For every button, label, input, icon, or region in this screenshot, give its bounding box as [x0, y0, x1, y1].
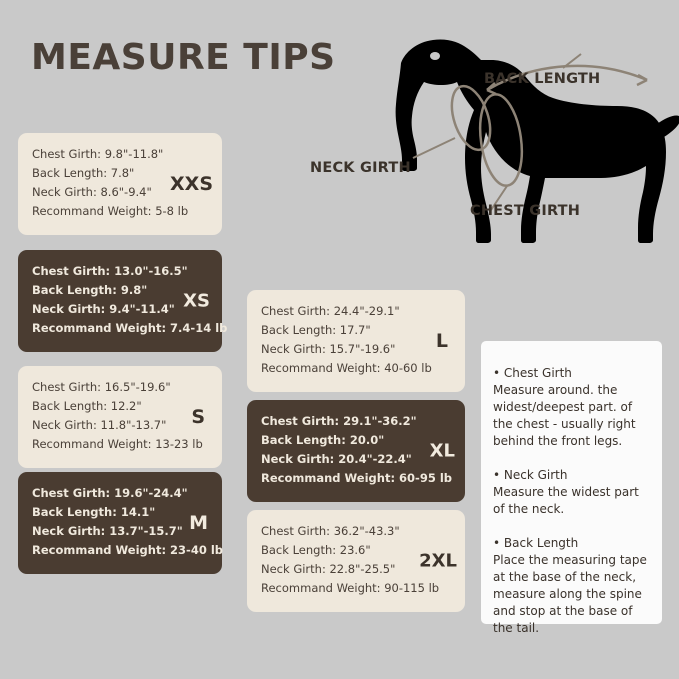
size-badge: 2XL	[419, 550, 457, 572]
note-body: Measure the widest part of the neck.	[493, 485, 639, 516]
spec-chest-girth: Chest Girth: 29.1"-36.2"	[261, 414, 417, 428]
spec-chest-girth: Chest Girth: 19.6"-24.4"	[32, 486, 188, 500]
size-badge: XS	[183, 290, 210, 312]
spec-back-length: Back Length: 20.0"	[261, 433, 385, 447]
size-card-lines	[32, 378, 203, 454]
spec-recommend-weight: Recommand Weight: 23-40 lb	[32, 543, 224, 557]
size-card-lines	[32, 484, 224, 560]
spec-back-length: Back Length: 23.6"	[261, 543, 371, 557]
chest-girth-loop	[475, 92, 527, 189]
spec-neck-girth: Neck Girth: 22.8"-25.5"	[261, 562, 396, 576]
note-back-length	[493, 535, 648, 637]
size-badge: S	[191, 406, 205, 428]
spec-recommend-weight: Recommand Weight: 40-60 lb	[261, 361, 432, 375]
size-card-m	[18, 472, 222, 574]
spec-chest-girth: Chest Girth: 36.2"-43.3"	[261, 524, 400, 538]
spec-chest-girth: Chest Girth: 24.4"-29.1"	[261, 304, 400, 318]
spec-back-length: Back Length: 12.2"	[32, 399, 142, 413]
spec-neck-girth: Neck Girth: 20.4"-22.4"	[261, 452, 412, 466]
spec-chest-girth: Chest Girth: 13.0"-16.5"	[32, 264, 188, 278]
note-body: Measure around. the widest/deepest part. of the chest - usually right behind the front legs.	[493, 383, 636, 448]
note-neck-girth	[493, 467, 648, 518]
spec-recommend-weight: Recommand Weight: 7.4-14 lb	[32, 321, 228, 335]
note-chest-girth	[493, 365, 648, 450]
spec-back-length: Back Length: 14.1"	[32, 505, 156, 519]
spec-neck-girth: Neck Girth: 9.4"-11.4"	[32, 302, 175, 316]
note-heading: • Back Length	[493, 536, 579, 550]
dog-diagram	[395, 28, 679, 260]
spec-back-length: Back Length: 17.7"	[261, 323, 371, 337]
measurement-loops	[395, 28, 679, 260]
size-card-xl	[247, 400, 465, 502]
spec-neck-girth: Neck Girth: 13.7"-15.7"	[32, 524, 183, 538]
spec-recommend-weight: Recommand Weight: 90-115 lb	[261, 581, 440, 595]
spec-back-length: Back Length: 9.8"	[32, 283, 148, 297]
note-heading: • Chest Girth	[493, 366, 572, 380]
back-length-label: BACK LENGTH	[484, 71, 601, 87]
size-badge: M	[189, 512, 208, 534]
note-heading: • Neck Girth	[493, 468, 568, 482]
size-card-lines	[32, 145, 189, 221]
spec-neck-girth: Neck Girth: 8.6"-9.4"	[32, 185, 152, 199]
size-card-lines	[261, 302, 432, 378]
page-title: MEASURE TIPS	[31, 37, 336, 78]
spec-neck-girth: Neck Girth: 15.7"-19.6"	[261, 342, 396, 356]
spec-neck-girth: Neck Girth: 11.8"-13.7"	[32, 418, 167, 432]
spec-recommend-weight: Recommand Weight: 60-95 lb	[261, 471, 453, 485]
measurement-notes-panel	[481, 341, 662, 635]
note-body: Place the measuring tape at the base of the neck, measure along the spine and stop at the base of the tail.	[493, 553, 647, 635]
spec-chest-girth: Chest Girth: 9.8"-11.8"	[32, 147, 164, 161]
size-card-xxs	[18, 133, 222, 235]
size-card-l	[247, 290, 465, 392]
spec-back-length: Back Length: 7.8"	[32, 166, 135, 180]
size-card-s	[18, 366, 222, 468]
neck-girth-label: NECK GIRTH	[310, 160, 411, 176]
size-card-xs	[18, 250, 228, 352]
spec-recommend-weight: Recommand Weight: 5-8 lb	[32, 204, 189, 218]
size-badge: XXS	[170, 173, 213, 195]
size-card-2xl	[247, 510, 465, 612]
size-badge: XL	[429, 440, 455, 462]
size-badge: L	[435, 330, 448, 352]
spec-recommend-weight: Recommand Weight: 13-23 lb	[32, 437, 203, 451]
chest-girth-label: CHEST GIRTH	[470, 203, 581, 219]
back-length-arrow-right	[637, 75, 647, 85]
spec-chest-girth: Chest Girth: 16.5"-19.6"	[32, 380, 171, 394]
neck-girth-leader	[413, 138, 455, 158]
